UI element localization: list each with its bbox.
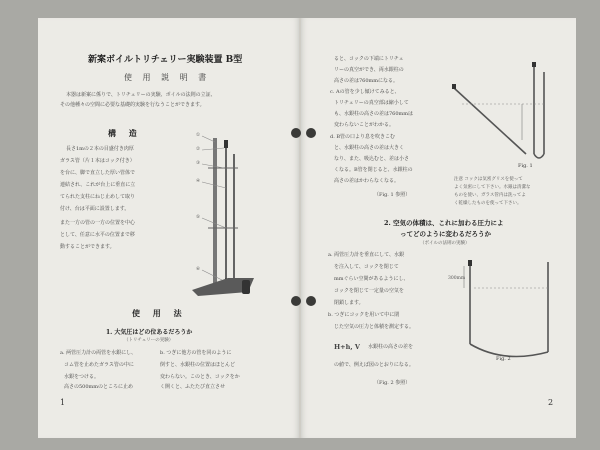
body-line: 高さの差はかわらなくなる。 [334,178,400,184]
intro-line: 本器は新案に係りで、トリチェリーの実験、ボイルの法則の立証、 [66,92,216,98]
figure-note: ものを使い、ガラス管内は洗ってよ [454,193,526,198]
body-line: b. つぎにコックを用いて中に閉 [328,312,400,318]
body-line: なり、また、吸込むと、差は小さ [334,156,410,162]
usage-line: 高さの500mmのところに止め [64,384,134,390]
usage-line: く開くと、ふたたび直立させ [160,384,226,390]
fig1-tilted-tube [454,88,526,154]
structure-line: 連結され、これが台上に垂直に立 [60,182,136,188]
body-line: c. Aの管を少し傾けてみると、 [330,89,400,95]
usage-item-subtitle: （トリチェリーの実験） [124,338,174,343]
structure-line: として、任意に水平の位置まで移 [60,232,135,238]
figure-reference: （Fig. 1 参照） [374,192,411,198]
body-line: 水銀柱の高さの差を [368,344,414,350]
body-line: コックを閉じて一定量の空気を [334,288,404,294]
section-2-title: 2. 空気の体積は、これに加わる圧力によ [384,219,504,227]
stopcock-icon [532,62,536,67]
part-label: ④ [196,179,201,184]
body-line: 高さの差は760mmになる。 [334,78,399,84]
binding-hole-icon [306,128,316,138]
figure-2-scale-label: 300mm [448,276,466,281]
structure-heading: 構 造 [108,128,142,138]
usage-line: b. つぎに他方の管を同のように [160,350,232,356]
body-line: 変わらないことがわかる。 [334,122,395,128]
structure-line: 動することができます。 [60,244,115,250]
structure-line: また一方の管の一方の位置を中心 [60,220,136,226]
body-line: の値で、例えば図のとおりになる。 [334,362,414,368]
fig1-u-bend [534,154,544,158]
body-line: d. B管の口より息を吹きこむ [330,134,396,140]
body-line: を注入して、コックを閉じて [334,264,399,270]
leader-line [202,270,222,280]
stopcock-icon [224,140,228,148]
body-line: トリチェリーの真空部は縮小して [334,100,409,106]
usage-line: 倒すと、水銀柱の位置はほとんど [160,362,236,368]
stopcock-icon [468,260,472,266]
section-2-title-cont: ってどのように変わるだろうか [400,230,491,238]
structure-line: ガラス管（片１本はコック付き） [60,158,135,164]
page-number: 1 [60,398,66,407]
body-line: くなる。B管を閉じると、水銀柱の [334,167,413,173]
body-line: も、水銀柱の高さの差は760mmは [334,111,414,117]
body-line: と、水銀柱の高さの差は大きく [334,145,405,151]
figure-note: よく気密にして下さい。水銀は清潔な [454,185,531,190]
structure-line: 付け、台は平面に設置します。 [60,206,130,212]
part-label: ② [196,147,201,152]
body-line: a. 両管圧力計を垂直にして、水銀 [328,252,405,258]
binding-hole-icon [291,296,301,306]
usage-item-title: 1. 大気圧はどの位あるだろうか [106,329,193,336]
gutter [299,18,301,438]
page-number: 2 [548,398,554,407]
intro-line: その他種々の空間に必要な基礎的実験を行なうことができます。 [60,102,205,108]
body-line: リーの真空ができ、両水銀柱の [334,67,404,73]
part-label: ⑤ [196,215,201,220]
structure-line: 長さ1mの２本の目盛付き肉厚 [66,146,134,152]
section-2-subtitle: （ボイルの法則の実験） [420,241,470,246]
usage-heading: 使 用 法 [132,308,187,318]
part-label: ③ [196,161,201,166]
usage-line: コム管を止めたガラス管の中に [64,362,134,368]
formula: H+h, V [334,343,360,351]
body-line: じた空気の圧力と体積を測定する。 [334,324,415,330]
structure-line: てられた支柱にねじ止めして取り [60,194,136,200]
body-line: mmぐらい空間があるようにし、 [334,276,409,282]
fig2-hose [470,344,548,357]
usage-line: 変わらない。このとき、コックをか [160,374,240,380]
figure-note: く乾燥したものを使って下さい。 [454,201,522,206]
part-label: ① [196,133,201,138]
page-title: 新案ボイルトリチェリー実験装置 B型 [88,55,243,65]
binding-hole-icon [306,296,316,306]
structure-line: を台に、脚で直立した厚い管体で [60,170,136,176]
page-subtitle: 使 用 説 明 書 [124,73,211,82]
body-line: ると、コックの下端にトリチェ [334,56,404,62]
figure-1-diagram [444,58,560,168]
binding-hole-icon [291,128,301,138]
body-line: 閉鎖します。 [334,300,364,306]
stopcock-icon [452,84,456,89]
usage-line: a. 两管圧力計の両管を水銀にし、 [60,350,137,356]
figure-note: 注意 コックは気密グリスを使って [454,177,523,182]
figure-2-label: Fig. 2 [496,356,511,362]
figure-2-diagram [444,252,560,364]
part-label: ⑥ [196,267,201,272]
figure-reference: （Fig. 2 参照） [374,380,411,386]
figure-1-label: Fig. 1 [518,163,533,169]
apparatus-stand [213,138,217,288]
mercury-reservoir [242,280,250,294]
usage-line: 水銀をつける。 [64,374,100,380]
